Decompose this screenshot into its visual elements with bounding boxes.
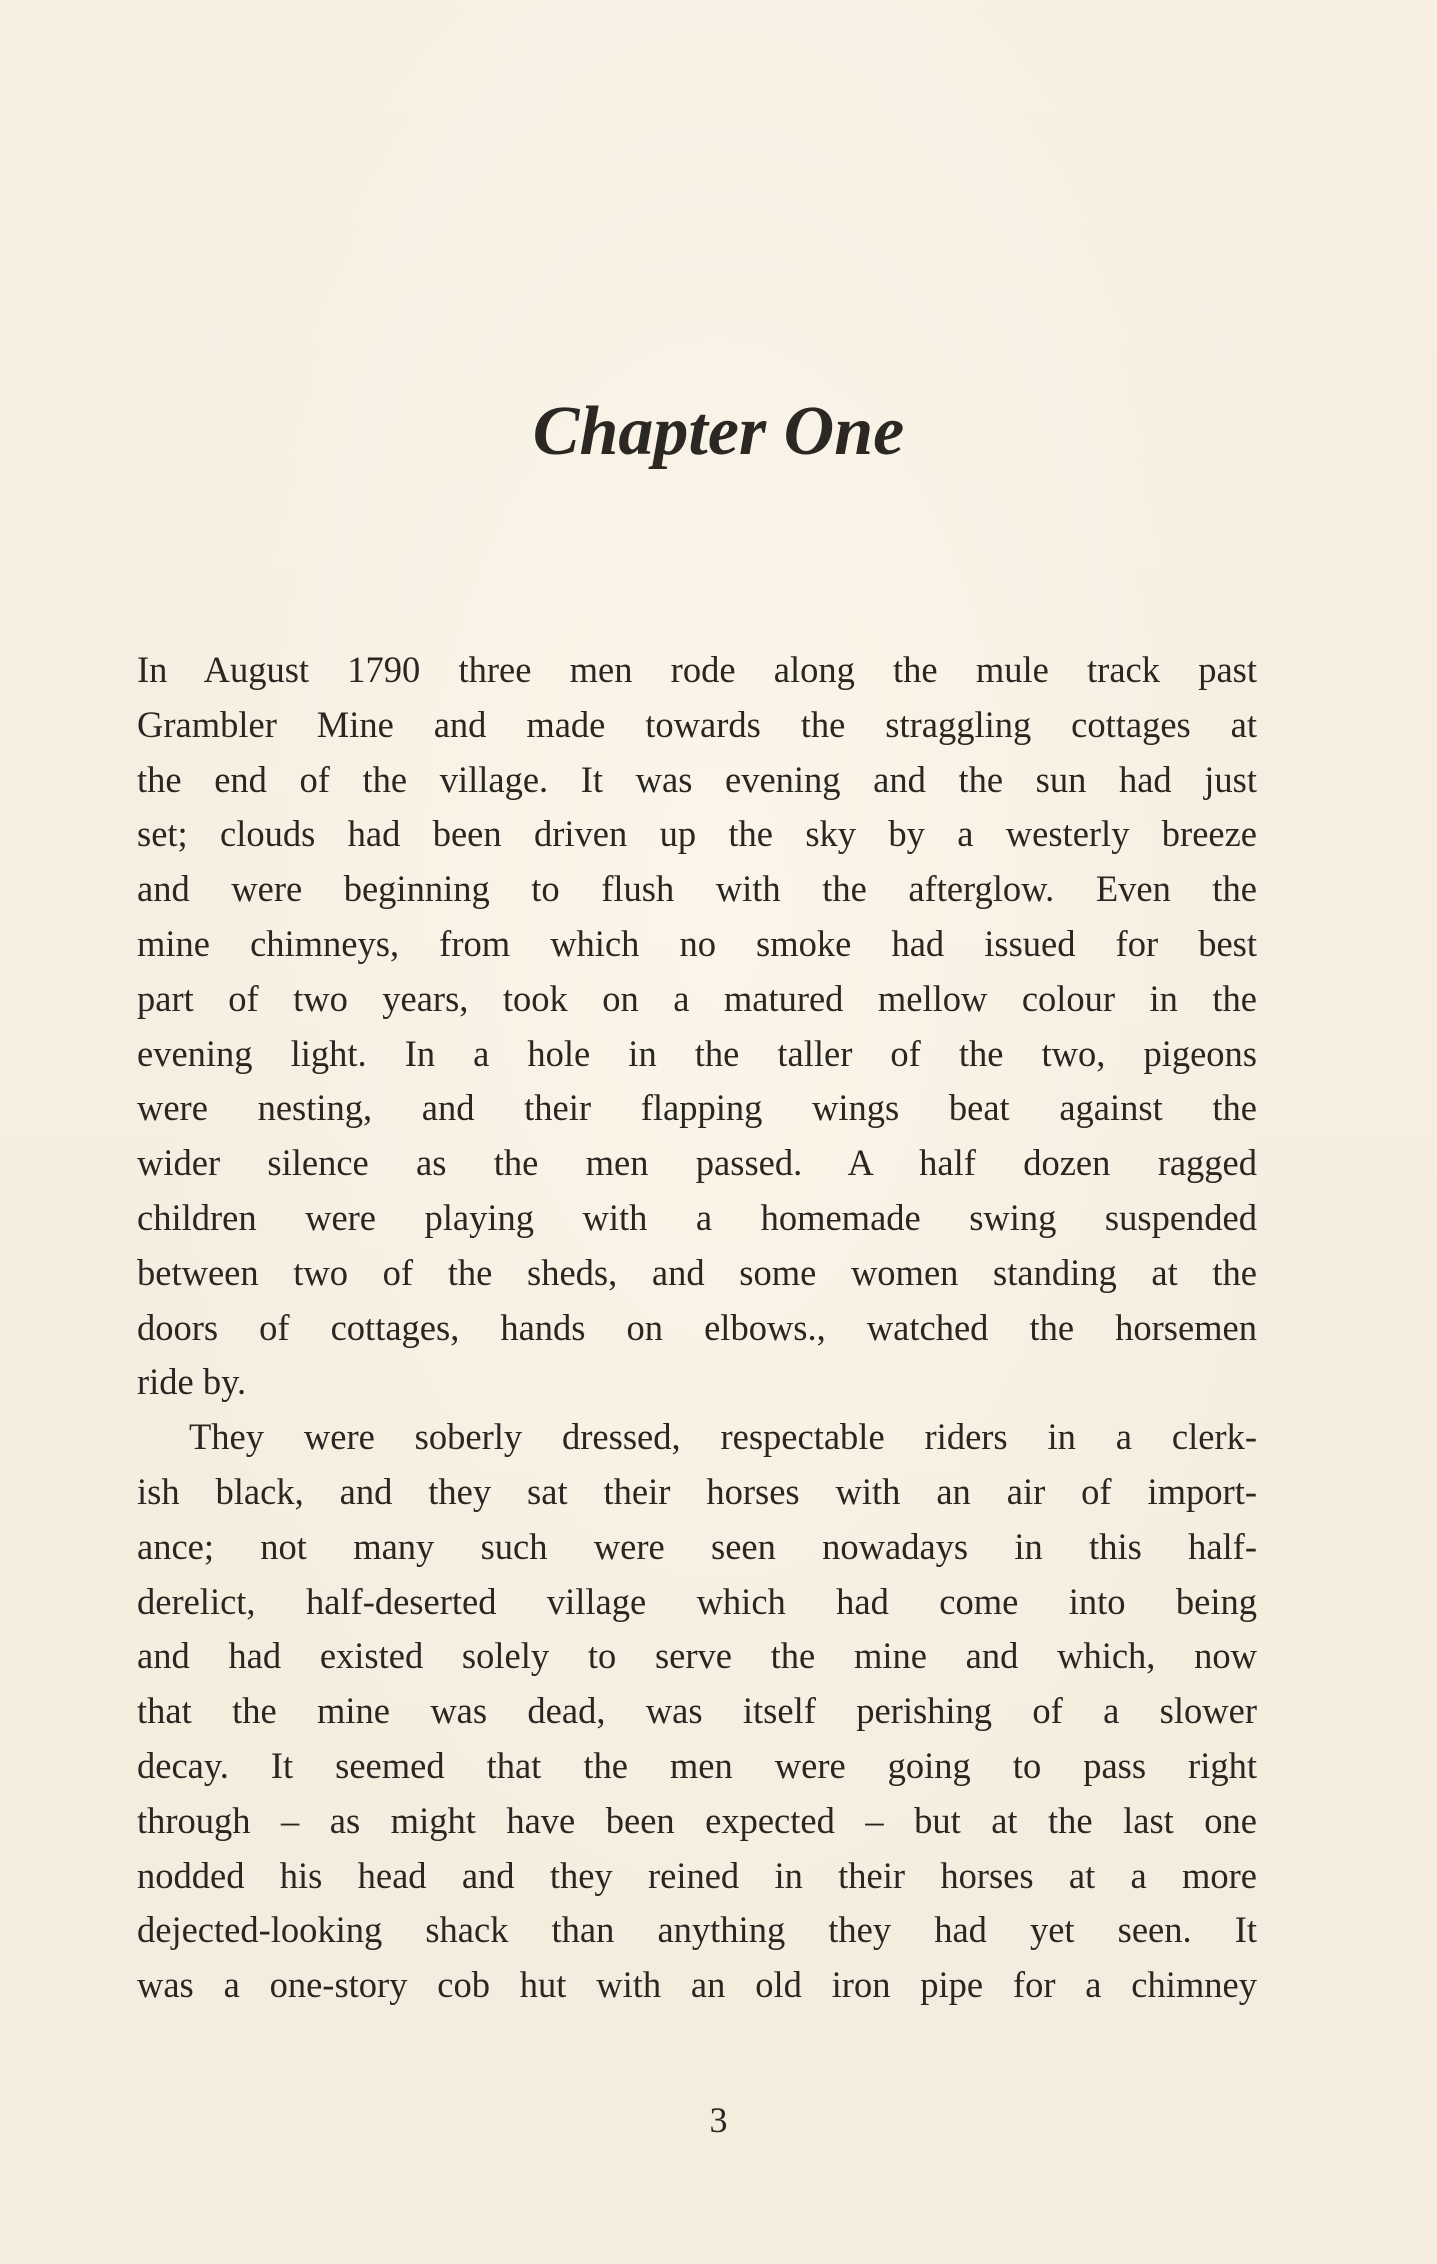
text-line: between two of the sheds, and some women standing at the [137,1251,1257,1293]
text-line: were nesting, and their flapping wings beat against the [137,1087,1257,1129]
text-line: and were beginning to flush with the afterglow. Even the [137,868,1257,910]
chapter-title: Chapter One [532,392,905,470]
text-line: decay. It seemed that the men were going to pass right [137,1744,1257,1786]
text-line: mine chimneys, from which no smoke had issued for best [137,922,1257,964]
text-line: nodded his head and they reined in their horses at a more [137,1854,1257,1896]
text-line: dejected-looking shack than anything they had yet seen. It [137,1909,1257,1951]
text-line: derelict, half-deserted village which had come into being [137,1580,1257,1622]
text-line: and had existed solely to serve the mine and which, now [137,1635,1257,1677]
text-line: the end of the village. It was evening and the sun had just [137,758,1257,800]
text-line: part of two years, took on a matured mellow colour in the [137,977,1257,1019]
body-text [137,643,1257,2013]
text-line: through – as might have been expected – but at the last one [137,1799,1257,1841]
text-line: set; clouds had been driven up the sky by a westerly breeze [137,813,1257,855]
text-line: evening light. In a hole in the taller of the two, pigeons [137,1032,1257,1074]
text-line: ish black, and they sat their horses with an air of import- [137,1470,1257,1512]
text-line: wider silence as the men passed. A half dozen ragged [137,1142,1257,1184]
text-line: ride by. [137,1361,247,1403]
text-line: doors of cottages, hands on elbows., watched the horsemen [137,1306,1257,1348]
text-line: They were soberly dressed, respectable riders in a clerk- [189,1416,1257,1458]
text-line: was a one-story cob hut with an old iron pipe for a chimney [137,1964,1257,2006]
text-line: Grambler Mine and made towards the straggling cottages at [137,703,1257,745]
text-line: In August 1790 three men rode along the mule track past [137,649,1257,690]
text-line: ance; not many such were seen nowadays in this half- [137,1525,1257,1567]
paragraph-2 [137,1410,1257,2013]
page-number: 3 [709,2100,728,2140]
text-line: that the mine was dead, was itself perishing of a slower [137,1690,1257,1732]
paragraph-1 [137,643,1257,1410]
text-line: children were playing with a homemade swing suspended [137,1196,1257,1238]
